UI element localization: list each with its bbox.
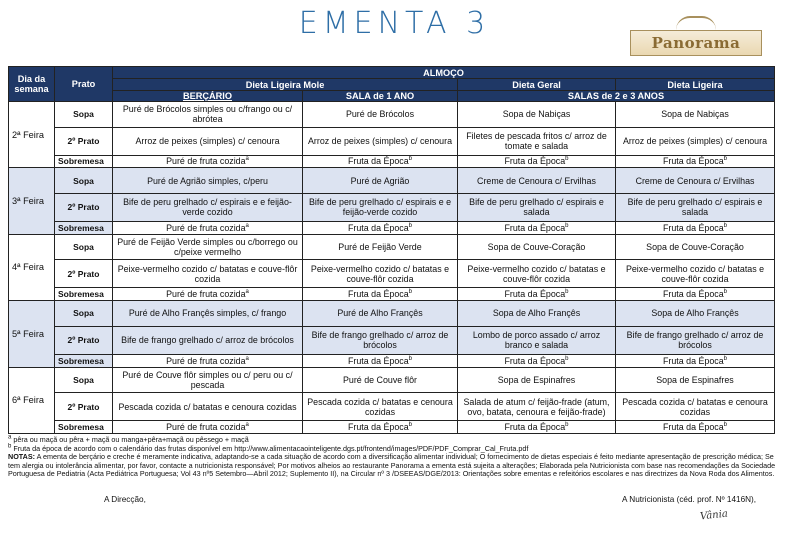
table-row	[9, 260, 775, 288]
menu-cell-bercario: Puré de Brócolos simples ou c/frango ou c/ abrótea	[113, 102, 303, 128]
menu-cell-sala1: Peixe-vermelho cozido c/ batatas e couve-flôr cozida	[303, 260, 458, 288]
menu-cell-ligeira: Bife de peru grelhado c/ espirais e salada	[616, 194, 775, 222]
course-label: Sobremesa	[55, 155, 113, 168]
menu-cell-sala1: Puré de Agrião	[303, 168, 458, 194]
menu-cell-bercario: Puré de fruta cozida$^a$	[113, 288, 303, 301]
menu-cell-geral: Sopa de Couve-Coração	[458, 234, 616, 260]
menu-cell-bercario: Bife de frango grelhado c/ arroz de brócolos	[113, 326, 303, 354]
menu-cell-ligeira: Fruta da Época$^b$	[616, 421, 775, 434]
menu-cell-sala1: Arroz de peixes (simples) c/ cenoura	[303, 127, 458, 155]
header-almoco: ALMOÇO	[113, 67, 775, 79]
menu-cell-sala1: Fruta da Época$^b$	[303, 354, 458, 367]
menu-cell-ligeira: Peixe-vermelho cozido c/ batatas e couve-flôr cozida	[616, 260, 775, 288]
course-label: 2º Prato	[55, 194, 113, 222]
header-sala1: SALA de 1 ANO	[303, 91, 458, 102]
menu-cell-bercario: Peixe-vermelho cozido c/ batatas e couve-flôr cozida	[113, 260, 303, 288]
course-label: Sopa	[55, 102, 113, 128]
day-label: 5ª Feira	[9, 301, 55, 367]
menu-cell-geral: Filetes de pescada fritos c/ arroz de tomate e salada	[458, 127, 616, 155]
signature: Vânia	[699, 508, 729, 523]
menu-cell-sala1: Fruta da Época$^b$	[303, 221, 458, 234]
menu-cell-geral: Fruta da Época$^b$	[458, 221, 616, 234]
menu-cell-sala1: Fruta da Época$^b$	[303, 288, 458, 301]
menu-cell-geral: Fruta da Época$^b$	[458, 421, 616, 434]
menu-cell-sala1: Puré de Brócolos	[303, 102, 458, 128]
table-row	[9, 194, 775, 222]
menu-cell-bercario: Puré de fruta cozida$^a$	[113, 155, 303, 168]
header-salas23: SALAS de 2 e 3 ANOS	[458, 91, 775, 102]
menu-cell-geral: Sopa de Espinafres	[458, 367, 616, 393]
table-row	[9, 421, 775, 434]
course-label: Sopa	[55, 168, 113, 194]
menu-cell-bercario: Bife de peru grelhado c/ espirais e e feijão-verde cozido	[113, 194, 303, 222]
course-label: 2º Prato	[55, 393, 113, 421]
menu-cell-geral: Salada de atum c/ feijão-frade (atum, ovo, batata, cenoura e feijão-frade)	[458, 393, 616, 421]
table-row	[9, 367, 775, 393]
table-row	[9, 288, 775, 301]
table-row	[9, 354, 775, 367]
header-dieta-ligeira: Dieta Ligeira	[616, 79, 775, 91]
menu-cell-geral: Sopa de Alho Françês	[458, 301, 616, 327]
menu-cell-geral: Fruta da Época$^b$	[458, 354, 616, 367]
course-label: Sobremesa	[55, 421, 113, 434]
menu-cell-ligeira: Fruta da Época$^b$	[616, 221, 775, 234]
course-label: 2º Prato	[55, 127, 113, 155]
table-row	[9, 155, 775, 168]
menu-cell-ligeira: Fruta da Época$^b$	[616, 288, 775, 301]
menu-cell-geral: Bife de peru grelhado c/ espirais e salada	[458, 194, 616, 222]
menu-cell-ligeira: Fruta da Época$^b$	[616, 354, 775, 367]
menu-cell-bercario: Pescada cozida c/ batatas e cenoura cozidas	[113, 393, 303, 421]
day-label: 6ª Feira	[9, 367, 55, 433]
course-label: 2º Prato	[55, 326, 113, 354]
table-row	[9, 221, 775, 234]
menu-cell-bercario: Puré de fruta cozida$^a$	[113, 354, 303, 367]
menu-cell-ligeira: Sopa de Nabiças	[616, 102, 775, 128]
day-label: 3ª Feira	[9, 168, 55, 234]
header-dieta-geral: Dieta Geral	[458, 79, 616, 91]
menu-cell-ligeira: Arroz de peixes (simples) c/ cenoura	[616, 127, 775, 155]
header-bercario: BERÇÁRIO	[113, 91, 303, 102]
menu-cell-ligeira: Sopa de Alho Françês	[616, 301, 775, 327]
menu-cell-sala1: Puré de Alho Françês	[303, 301, 458, 327]
menu-cell-sala1: Fruta da Época$^b$	[303, 421, 458, 434]
menu-cell-geral: Creme de Cenoura c/ Ervilhas	[458, 168, 616, 194]
logo-arch-icon	[676, 16, 716, 30]
menu-cell-ligeira: Pescada cozida c/ batatas e cenoura cozidas	[616, 393, 775, 421]
table-row	[9, 168, 775, 194]
page-title: EMENTA 3	[298, 6, 491, 41]
course-label: Sopa	[55, 367, 113, 393]
menu-cell-bercario: Puré de fruta cozida$^a$	[113, 421, 303, 434]
header-dieta-ligeira-mole: Dieta Ligeira Mole	[113, 79, 458, 91]
course-label: Sobremesa	[55, 221, 113, 234]
menu-cell-sala1: Bife de peru grelhado c/ espirais e e feijão-verde cozido	[303, 194, 458, 222]
menu-cell-ligeira: Bife de frango grelhado c/ arroz de brócolos	[616, 326, 775, 354]
header-prato: Prato	[55, 67, 113, 102]
course-label: Sobremesa	[55, 288, 113, 301]
menu-cell-ligeira: Sopa de Couve-Coração	[616, 234, 775, 260]
panorama-logo	[630, 30, 762, 56]
note-b: $^b$ Fruta da época de acordo com o calendário das frutas disponível em http://www.alimentacaointeligente.dgs.pt/frontend/images/PDF/PDF_Comprar_Cal_Fruta.pdf	[8, 443, 529, 453]
course-label: Sopa	[55, 234, 113, 260]
header-dia: Dia da semana	[9, 67, 55, 102]
nutricionista-label: A Nutricionista (céd. prof. Nº 1416N),	[622, 495, 757, 504]
menu-body	[9, 102, 775, 434]
table-row	[9, 301, 775, 327]
note-a: $^a$ pêra ou maçã ou pêra + maçã ou manga+pêra+maçã ou pêssego + maçã	[8, 434, 249, 444]
menu-cell-bercario: Puré de Agrião simples, c/peru	[113, 168, 303, 194]
menu-cell-bercario: Puré de Alho Françês simples, c/ frango	[113, 301, 303, 327]
course-label: Sobremesa	[55, 354, 113, 367]
menu-cell-geral: Fruta da Época$^b$	[458, 155, 616, 168]
day-label: 2ª Feira	[9, 102, 55, 168]
table-row	[9, 102, 775, 128]
menu-cell-geral: Sopa de Nabiças	[458, 102, 616, 128]
table-row	[9, 234, 775, 260]
menu-cell-sala1: Bife de frango grelhado c/ arroz de brócolos	[303, 326, 458, 354]
notas: NOTAS: A ementa de berçário e creche é meramente indicativa, adaptando-se a cada situação de acordo com a diversificação alimentar individual; O fornecimento de dietas especiais é feito mediante apresentação de prescrição médica; Se tem alergia ou intolerância alimentar, por favor, contacte a nutricionista responsável; Por motivos alheios ao restaurante Panorama a ementa está sujeita a alterações; Elaborada pela Nutricionista com base nas recomendações da Sociedade Portuguesa de Pediatria (Acta Pediátrica Portuguesa; Vol 43 nº5 Setembro—Abril 2012; Suplemento II), na Circular nº 3 /DSEEAS/DGE/2013: Orientações sobre ementas e refeitórios escolares e nas directrizes da Nova Roda dos Alimentos.	[8, 452, 776, 479]
table-row	[9, 127, 775, 155]
menu-cell-bercario: Puré de Couve flôr simples ou c/ peru ou c/ pescada	[113, 367, 303, 393]
menu-cell-sala1: Puré de Couve flôr	[303, 367, 458, 393]
menu-cell-sala1: Pescada cozida c/ batatas e cenoura cozidas	[303, 393, 458, 421]
course-label: Sopa	[55, 301, 113, 327]
table-row	[9, 326, 775, 354]
menu-cell-bercario: Puré de fruta cozida$^a$	[113, 221, 303, 234]
menu-cell-ligeira: Creme de Cenoura c/ Ervilhas	[616, 168, 775, 194]
menu-cell-ligeira: Fruta da Época$^b$	[616, 155, 775, 168]
menu-table	[8, 66, 775, 434]
notes-section	[8, 436, 776, 479]
logo-text: Panorama	[651, 34, 741, 52]
menu-cell-geral: Peixe-vermelho cozido c/ batatas e couve-flôr cozida	[458, 260, 616, 288]
menu-cell-geral: Fruta da Época$^b$	[458, 288, 616, 301]
table-row	[9, 393, 775, 421]
menu-cell-sala1: Fruta da Época$^b$	[303, 155, 458, 168]
menu-cell-ligeira: Sopa de Espinafres	[616, 367, 775, 393]
day-label: 4ª Feira	[9, 234, 55, 300]
menu-cell-bercario: Arroz de peixes (simples) c/ cenoura	[113, 127, 303, 155]
menu-cell-sala1: Puré de Feijão Verde	[303, 234, 458, 260]
menu-cell-bercario: Puré de Feijão Verde simples ou c/borrego ou c/peixe vermelho	[113, 234, 303, 260]
menu-cell-geral: Lombo de porco assado c/ arroz branco e salada	[458, 326, 616, 354]
course-label: 2º Prato	[55, 260, 113, 288]
direccao-label: A Direcção,	[104, 495, 146, 504]
